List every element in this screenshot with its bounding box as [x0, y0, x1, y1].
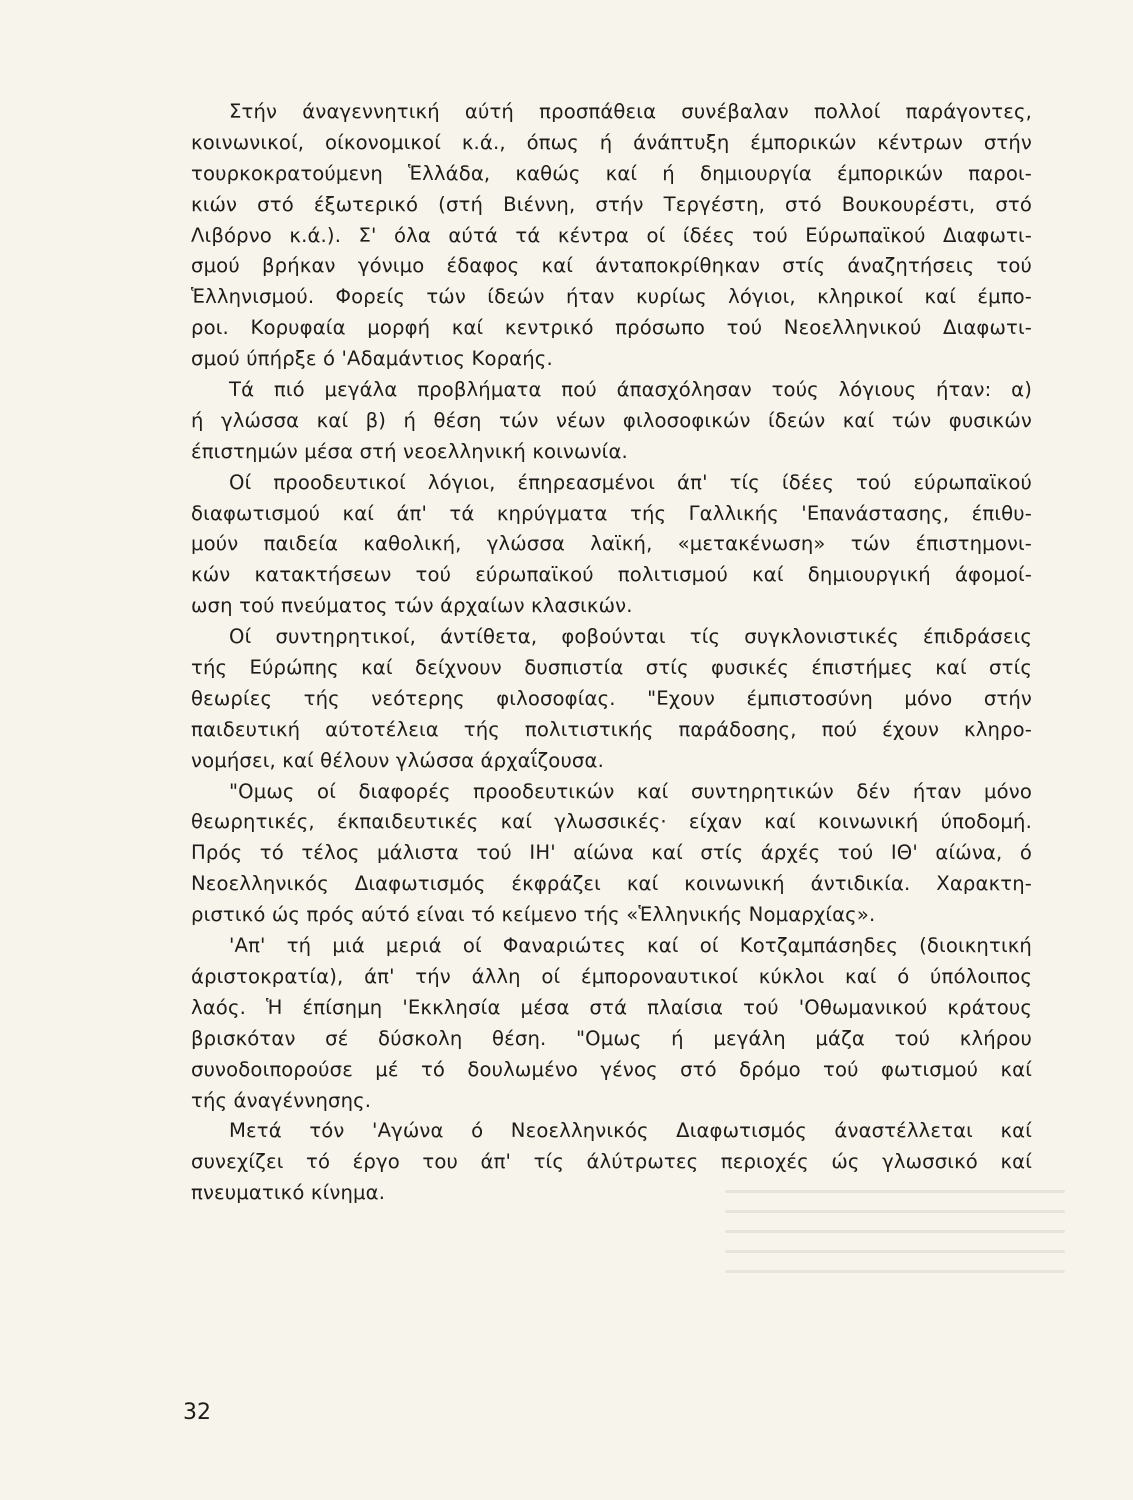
text-line: τής άναγέννησης. [191, 1088, 372, 1112]
text-line: Πρός τό τέλος μάλιστα τού ΙΗ' αίώνα καί στίς άρχές τού ΙΘ' αίώνα, ό [191, 841, 1032, 865]
text-line: παιδευτική αύτοτέλεια τής πολιτιστικής παράδοσης, πού έχουν κληρο- [191, 717, 1032, 741]
text-line: Νεοελληνικός Διαφωτισμός έκφράζει καί κοινωνική άντιδικία. Χαρακτη- [191, 872, 1032, 896]
text-line: λαός. Ἡ έπίσημη 'Εκκλησία μέσα στά πλαίσια τού 'Οθωμανικού κράτους [191, 995, 1032, 1019]
text-line: πνευματικό κίνημα. [191, 1181, 386, 1205]
text-line: κοινωνικοί, οίκονομικοί κ.ά., όπως ή άνάπτυξη έμπορικών κέντρων στήν [191, 130, 1032, 154]
text-line: συνεχίζει τό έργο του άπ' τίς άλύτρωτες περιοχές ώς γλωσσικό καί [191, 1150, 1032, 1174]
text-line: Στήν άναγεννητική αύτή προσπάθεια συνέβαλαν πολλοί παράγοντες, [229, 100, 1032, 123]
text-line: ή γλώσσα καί β) ή θέση τών νέων φιλοσοφικών ίδεών καί τών φυσικών [191, 408, 1032, 432]
text-line: σμού βρήκαν γόνιμο έδαφος καί άνταποκρίθηκαν στίς άναζητήσεις τού [191, 254, 1032, 278]
text-line: τής Εύρώπης καί δείχνουν δυσπιστία στίς φυσικές έπιστήμες καί στίς [191, 656, 1032, 680]
body-text [191, 97, 1032, 1209]
text-line: θεωρητικές, έκπαιδευτικές καί γλωσσικές· είχαν καί κοινωνική ύποδομή. [191, 810, 1032, 834]
text-line: ροι. Κορυφαία μορφή καί κεντρικό πρόσωπο τού Νεοελληνικού Διαφωτι- [191, 316, 1032, 340]
text-line: άριστοκρατία), άπ' τήν άλλη οί έμποροναυτικοί κύκλοι καί ό ύπόλοιπος [191, 964, 1032, 988]
text-line: συνοδοιπορούσε μέ τό δουλωμένο γένος στό δρόμο τού φωτισμού καί [191, 1057, 1032, 1081]
text-line: Ἑλληνισμού. Φορείς τών ίδεών ήταν κυρίως λόγιοι, κληρικοί καί έμπο- [191, 285, 1032, 309]
text-line: "Ομως οί διαφορές προοδευτικών καί συντηρητικών δέν ήταν μόνο [229, 779, 1032, 803]
text-line: θεωρίες τής νεότερης φιλοσοφίας. "Εχουν έμπιστοσύνη μόνο στήν [191, 686, 1032, 710]
text-line: 'Απ' τή μιά μεριά οί Φαναριώτες καί οί Κοτζαμπάσηδες (διοικητική [229, 934, 1032, 958]
text-line: Οί προοδευτικοί λόγιοι, έπηρεασμένοι άπ' τίς ίδέες τού εύρωπαϊκού [229, 470, 1032, 494]
text-line: κιών στό έξωτερικό (στή Βιέννη, στήν Τεργέστη, στό Βουκουρέστι, στό [191, 192, 1032, 216]
text-line: κών κατακτήσεων τού εύρωπαϊκού πολιτισμού καί δημιουργική άφομοί- [191, 563, 1032, 587]
text-line: Οί συντηρητικοί, άντίθετα, φοβούνται τίς συγκλονιστικές έπιδράσεις [229, 625, 1032, 649]
text-line: μούν παιδεία καθολική, γλώσσα λαϊκή, «μετακένωση» τών έπιστημονι- [191, 532, 1032, 556]
text-line: νομήσει, καί θέλουν γλώσσα άρχαΐζουσα. [191, 748, 604, 772]
show-through-text [725, 1190, 1065, 1300]
text-line: σμού ύπήρξε ό 'Αδαμάντιος Κοραής. [191, 347, 553, 371]
text-line: διαφωτισμού καί άπ' τά κηρύγματα τής Γαλλικής 'Επανάστασης, έπιθυ- [191, 501, 1032, 525]
text-line: ριστικό ώς πρός αύτό είναι τό κείμενο τής «Ἑλληνικής Νομαρχίας». [191, 903, 876, 927]
text-line: ωση τού πνεύματος τών άρχαίων κλασικών. [191, 594, 633, 618]
text-line: τουρκοκρατούμενη Ἑλλάδα, καθώς καί ή δημιουργία έμπορικών παροι- [191, 161, 1032, 185]
page-number: 32 [183, 1400, 211, 1425]
text-line: Μετά τόν 'Αγώνα ό Νεοελληνικός Διαφωτισμός άναστέλλεται καί [229, 1119, 1032, 1143]
text-line: έπιστημών μέσα στή νεοελληνική κοινωνία. [191, 439, 628, 463]
text-line: Τά πιό μεγάλα προβλήματα πού άπασχόλησαν τούς λόγιους ήταν: α) [229, 378, 1032, 402]
text-line: Λιβόρνο κ.ά.). Σ' όλα αύτά τά κέντρα οί ίδέες τού Εύρωπαϊκού Διαφωτι- [191, 223, 1032, 247]
text-line: βρισκόταν σέ δύσκολη θέση. "Ομως ή μεγάλη μάζα τού κλήρου [191, 1026, 1032, 1050]
